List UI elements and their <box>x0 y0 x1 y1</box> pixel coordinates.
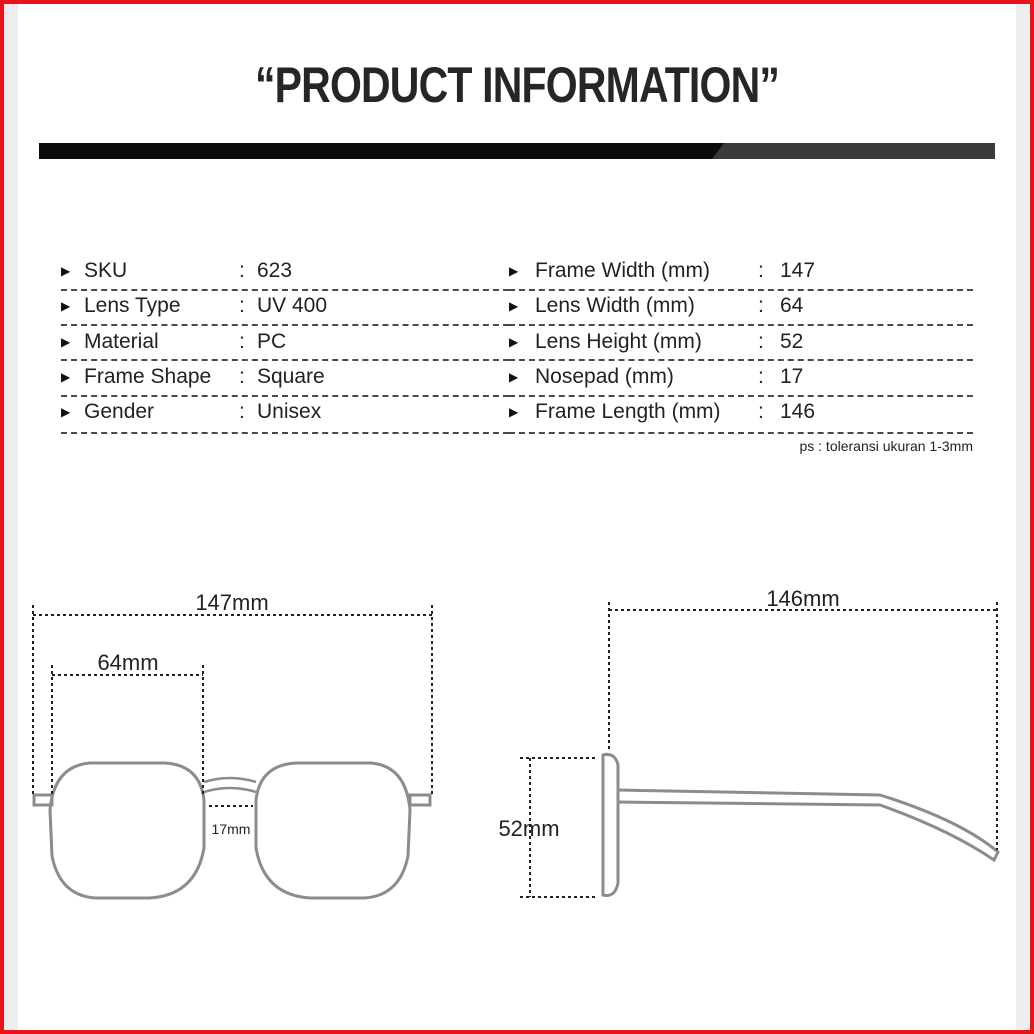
bullet-arrow-icon: ▶ <box>61 264 71 278</box>
spec-value: PC <box>257 330 287 353</box>
spec-value: Unisex <box>257 400 322 423</box>
spec-label: Frame Shape <box>84 365 212 388</box>
frame-length-label: 146mm <box>766 586 840 611</box>
spec-separator: : <box>758 400 764 423</box>
spec-label: Frame Width (mm) <box>535 259 710 282</box>
bullet-arrow-icon: ▶ <box>61 405 71 419</box>
lens-height-label: 52mm <box>498 816 560 841</box>
spec-separator: : <box>758 294 764 317</box>
spec-value: UV 400 <box>257 294 328 317</box>
spec-label: SKU <box>84 259 128 282</box>
spec-separator: : <box>239 330 245 353</box>
spec-label: Frame Length (mm) <box>535 400 721 423</box>
spec-label: Lens Width (mm) <box>535 294 695 317</box>
spec-separator: : <box>758 330 764 353</box>
spec-value: 64 <box>780 294 804 317</box>
lens-width-label: 64mm <box>97 650 159 675</box>
side-view-glasses <box>603 754 998 895</box>
bullet-arrow-icon: ▶ <box>509 264 519 278</box>
spec-label: Lens Height (mm) <box>535 330 702 353</box>
bullet-arrow-icon: ▶ <box>509 335 519 349</box>
spec-label: Gender <box>84 400 155 423</box>
side-view-dimension-lines <box>520 602 997 897</box>
spec-separator: : <box>239 400 245 423</box>
bullet-arrow-icon: ▶ <box>61 370 71 384</box>
bullet-arrow-icon: ▶ <box>509 405 519 419</box>
bullet-arrow-icon: ▶ <box>509 299 519 313</box>
spec-separator: : <box>758 259 764 282</box>
spec-label: Nosepad (mm) <box>535 365 674 388</box>
bullet-arrow-icon: ▶ <box>61 335 71 349</box>
spec-value: Square <box>257 365 325 388</box>
spec-value: 147 <box>780 259 816 282</box>
frame-width-label: 147mm <box>195 590 269 615</box>
spec-value: 17 <box>780 365 804 388</box>
spec-label: Lens Type <box>84 294 181 317</box>
bullet-arrow-icon: ▶ <box>61 299 71 313</box>
spec-separator: : <box>758 365 764 388</box>
bullet-arrow-icon: ▶ <box>509 370 519 384</box>
spec-separator: : <box>239 259 245 282</box>
spec-separator: : <box>239 365 245 388</box>
spec-value: 52 <box>780 330 804 353</box>
spec-label: Material <box>84 330 159 353</box>
spec-value: 623 <box>257 259 293 282</box>
nosepad-label: 17mm <box>211 821 251 837</box>
front-view-dimension-lines <box>33 605 432 806</box>
spec-separator: : <box>239 294 245 317</box>
tolerance-note: ps : toleransi ukuran 1-3mm <box>799 438 973 454</box>
page-title: “PRODUCT INFORMATION” <box>254 57 780 113</box>
spec-value: 146 <box>780 400 816 423</box>
